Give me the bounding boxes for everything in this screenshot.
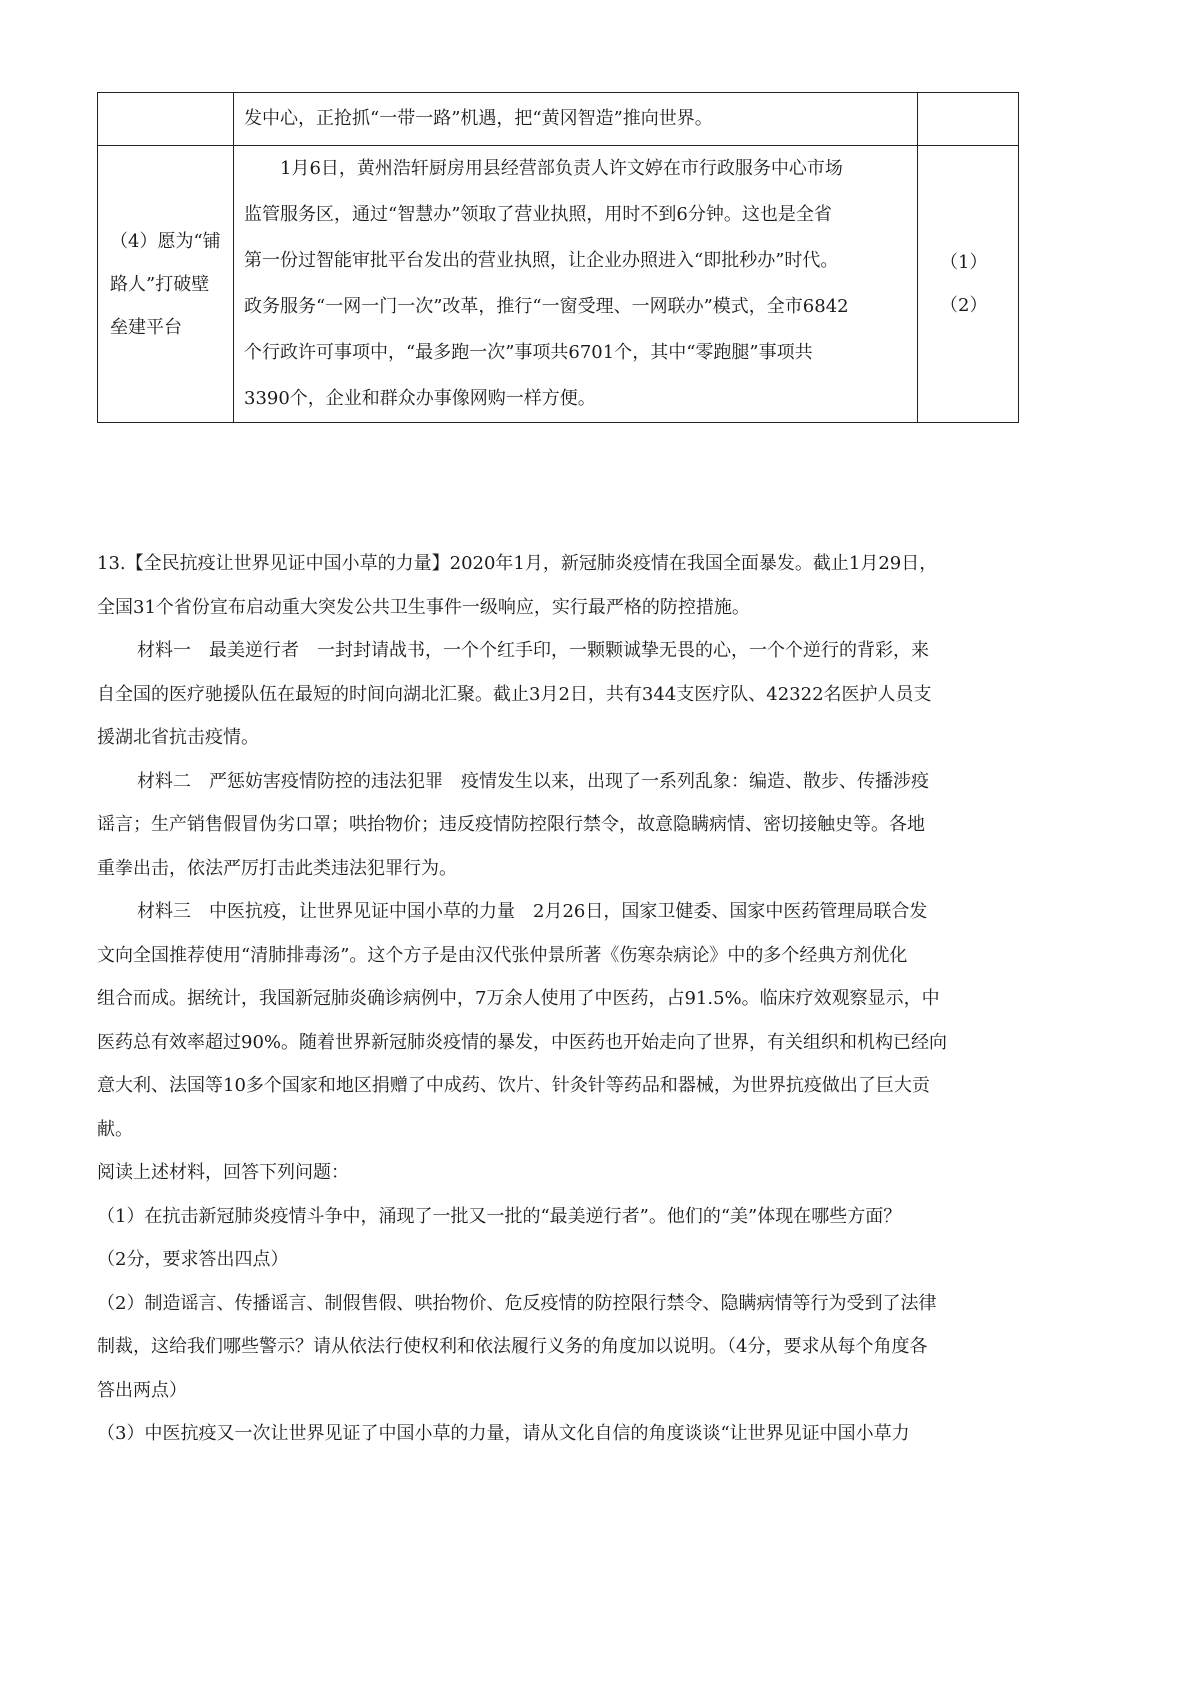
table-text-line: 个行政许可事项中，“最多跑一次”事项共6701个，其中“零跑腿”事项共	[244, 342, 813, 363]
material-1-line: 自全国的医疗驰援队伍在最短的时间向湖北汇聚。截止3月2日，共有344支医疗队、42322名医护人员支	[97, 683, 932, 705]
row-label-line: 垒建平台	[110, 316, 182, 338]
material-3-line: 意大利、法国等10多个国家和地区捐赠了中成药、饮片、针灸针等药品和器械，为世界抗疫做出了巨大贡	[97, 1075, 930, 1096]
sub-question-3-line: （3）中医抗疫又一次让世界见证了中国小草的力量，请从文化自信的角度谈谈“让世界见证中国小草力	[97, 1423, 910, 1444]
sub-question-2-line: （2）制造谣言、传播谣言、制假售假、哄抬物价、危反疫情的防控限行禁令、隐瞒病情等行为受到了法律	[97, 1292, 937, 1314]
table-text-line: 监管服务区，通过“智慧办”领取了营业执照，用时不到6分钟。这也是全省	[244, 204, 832, 225]
table-cell-marks	[918, 93, 1019, 146]
table-text-line: 第一份过智能审批平台发出的营业执照，让企业办照进入“即批秒办”时代。	[244, 250, 839, 271]
sub-question-2-line: 答出两点）	[97, 1379, 187, 1401]
sub-question-1-line: （1）在抗击新冠肺炎疫情斗争中，涌现了一批又一批的“最美逆行者”。他们的“美”体现在哪些方面？	[97, 1205, 902, 1227]
material-1-line: 援湖北省抗击疫情。	[97, 727, 259, 748]
question-intro-line: 全国31个省份宣布启动重大突发公共卫生事件一级响应，实行最严格的防控措施。	[97, 596, 750, 618]
material-3-line: 文向全国推荐使用“清肺排毒汤”。这个方子是由汉代张仲景所著《伤寒杂病论》中的多个经典方剂优化	[97, 944, 908, 966]
material-2-line: 谣言；生产销售假冒伪劣口罩；哄抬物价；违反疫情防控限行禁令，故意隐瞒病情、密切接触史等。各地	[97, 814, 925, 835]
question-intro-line: 13.【全民抗疫让世界见证中国小草的力量】2020年1月，新冠肺炎疫情在我国全面暴发。截止1月29日，	[97, 553, 938, 574]
table-cell-marks	[918, 146, 1019, 423]
material-2-line: 材料二 严惩妨害疫情防控的违法犯罪 疫情发生以来，出现了一系列乱象：编造、散步、传播涉疫	[137, 770, 929, 792]
material-3-line: 医药总有效率超过90%。随着世界新冠肺炎疫情的暴发，中医药也开始走向了世界，有关组织和机构已经向	[97, 1031, 948, 1053]
table-cell-label	[98, 93, 234, 146]
row-label-line: 路人”打破壁	[110, 273, 210, 295]
table-cell-label	[98, 146, 234, 423]
table-row	[98, 146, 1019, 423]
table-text-line: 1月6日，黄州浩轩厨房用县经营部负责人许文婷在市行政服务中心市场	[280, 158, 843, 179]
sub-question-1-line: （2分，要求答出四点）	[97, 1249, 289, 1270]
table-text-line: 政务服务“一网一门一次”改革，推行“一窗受理、一网联办”模式，全市6842	[244, 296, 849, 317]
row-label-line: （4）愿为“铺	[110, 230, 221, 252]
mark-item: （2）	[940, 295, 988, 316]
table-row	[98, 93, 1019, 146]
table-cell-content	[234, 93, 918, 146]
mark-item: （1）	[940, 252, 988, 273]
table-text-line: 3390个，企业和群众办事像网购一样方便。	[244, 388, 596, 409]
material-3-line: 材料三 中医抗疫，让世界见证中国小草的力量 2月26日，国家卫健委、国家中医药管理局联合发	[137, 901, 928, 922]
question-prompt: 阅读上述材料，回答下列问题：	[97, 1162, 349, 1183]
material-3-line: 献。	[97, 1118, 133, 1140]
material-1-line: 材料一 最美逆行者 一封封请战书，一个个红手印，一颗颗诚挚无畏的心，一个个逆行的背彩，来	[137, 640, 929, 661]
material-3-line: 组合而成。据统计，我国新冠肺炎确诊病例中，7万余人使用了中医药，占91.5%。临床疗效观察显示，中	[97, 988, 940, 1009]
table-cell-content	[234, 146, 918, 423]
question-13	[97, 542, 1037, 1456]
table-text-line: 发中心，正抢抓“一带一路”机遇，把“黄冈智造”推向世界。	[244, 108, 713, 129]
material-2-line: 重拳出击，依法严厉打击此类违法犯罪行为。	[97, 857, 457, 879]
answer-table	[97, 92, 1019, 423]
sub-question-2-line: 制裁，这给我们哪些警示？请从依法行使权利和依法履行义务的角度加以说明。（4分，要求从每个角度各	[97, 1336, 928, 1357]
